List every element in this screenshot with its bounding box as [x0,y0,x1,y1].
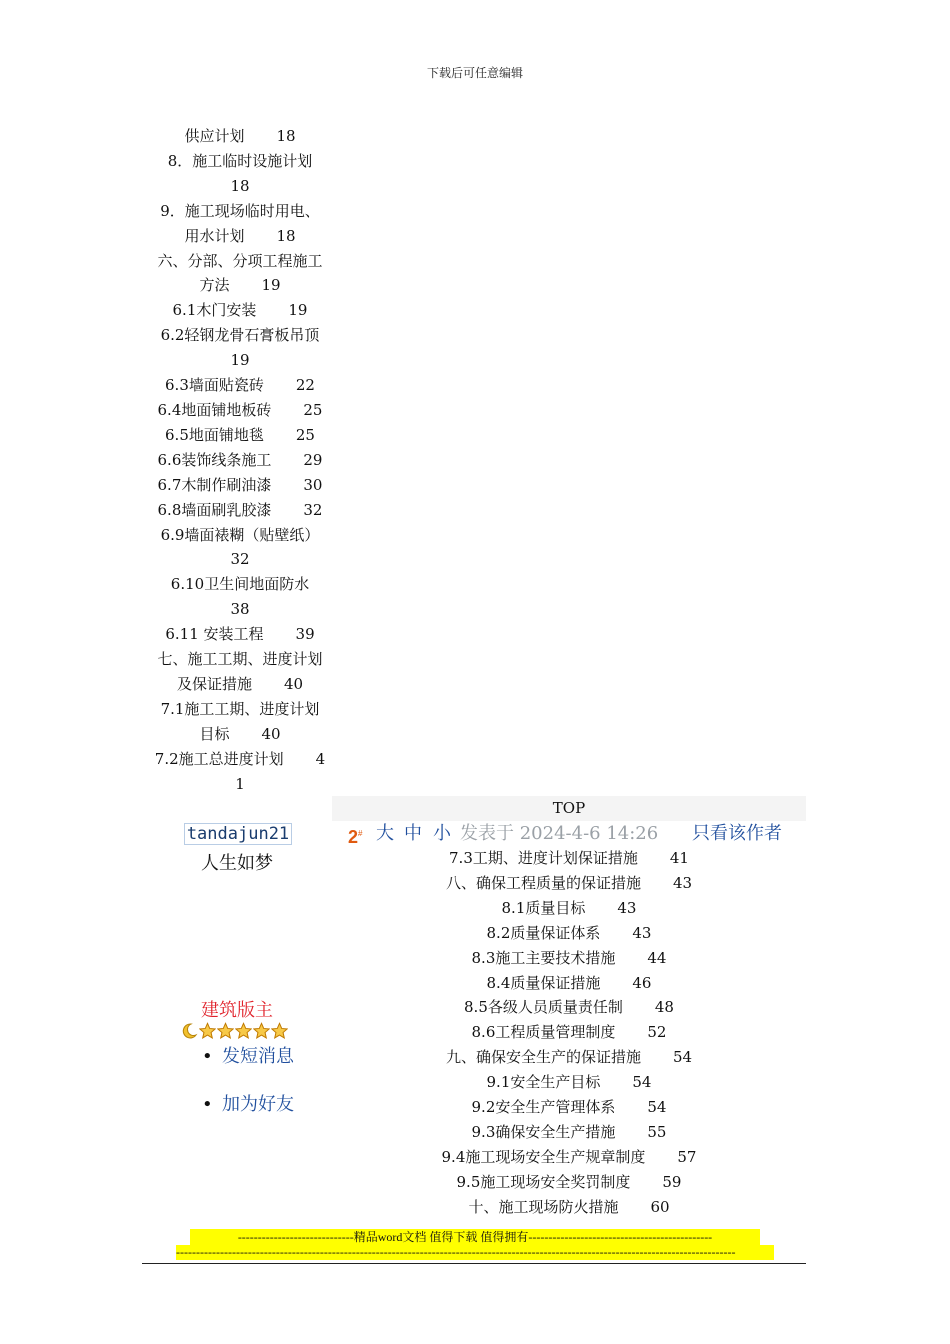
toc-entry-title: 方法 [199,276,230,295]
post-meta [332,820,806,848]
toc-entry [142,772,338,797]
toc-entry-title: 及保证措施 [176,674,252,693]
toc-entry-title: 9.3确保安全生产措施 [471,1122,616,1141]
toc-entry-title: 6.11 安装工程 [165,625,264,644]
toc-entry [332,1070,806,1095]
toc-entry [332,971,806,996]
star-icon [217,1022,234,1040]
author-links [202,1044,294,1140]
toc-entry [332,995,806,1020]
toc-entry [332,1045,806,1070]
toc-entry [142,124,338,149]
toc-entry [142,249,338,274]
toc-entry-title: 6.8墙面刷乳胶漆 [157,500,272,519]
toc-entry [142,373,338,398]
toc-entry-title: 7.1施工工期、进度计划 [160,699,320,718]
toc-right-column [332,846,806,1220]
toc-entry-title: 7.2施工总进度计划 [154,749,284,768]
author-box [142,823,332,1143]
toc-entry-page: 57 [677,1147,697,1166]
toc-entry [332,1020,806,1045]
toc-entry-title: 6.10卫生间地面防水 [170,575,310,594]
toc-entry [142,697,338,722]
toc-entry [142,622,338,647]
toc-entry-title: 用水计划 [184,226,245,245]
toc-entry-page: 25 [295,425,315,444]
toc-entry [142,747,338,772]
toc-entry-page: 18 [276,127,296,145]
toc-entry [142,547,338,572]
toc-entry-page: 19 [261,276,281,295]
toc-entry-title: 8．施工临时设施计划 [167,151,313,170]
toc-entry-title: 6.3墙面贴瓷砖 [165,376,264,395]
toc-entry [142,448,338,473]
toc-entry-title: 八、确保工程质量的保证措施 [445,873,641,892]
toc-entry-page: 44 [647,948,667,967]
toc-entry [142,523,338,548]
toc-entry-title: 6.9墙面裱糊（贴壁纸） [160,525,320,544]
toc-entry [142,323,338,348]
toc-entry [142,597,338,622]
toc-entry [332,1170,806,1195]
toc-entry-title: 六、分部、分项工程施工 [157,251,323,270]
toc-entry-page: 19 [288,301,308,320]
toc-entry-page: 54 [672,1048,693,1067]
toc-entry-title: 8.3施工主要技术措施 [471,948,616,967]
toc-entry-title: 6.2轻钢龙骨石膏板吊顶 [160,326,320,345]
post-bar [332,796,806,821]
toc-entry-page: 54 [632,1073,652,1092]
posted-time: 发表于 2024-4-6 14:26 [460,823,659,844]
toc-entry [142,572,338,597]
toc-entry-title: 十、施工现场防火措施 [468,1197,619,1216]
toc-entry [332,1095,806,1120]
toc-entry [142,298,338,323]
toc-entry [332,896,806,921]
toc-entry-page: 1 [235,774,245,793]
toc-entry [142,473,338,498]
toc-entry [142,672,338,697]
toc-entry [332,946,806,971]
toc-entry-page: 40 [261,724,281,743]
toc-entry-page: 32 [230,550,250,569]
send-message-link[interactable]: • 发短消息 [202,1044,294,1092]
toc-entry-title: 目标 [199,724,230,743]
toc-entry-title: 8.1质量目标 [501,898,586,917]
toc-entry-page: 54 [647,1098,667,1117]
toc-entry-title: 6.5地面铺地毯 [165,425,264,444]
toc-entry [142,647,338,672]
toc-entry-title: 9.4施工现场安全生产规章制度 [441,1147,646,1166]
toc-entry [142,348,338,373]
toc-entry [332,871,806,896]
rank-stars [180,1022,288,1040]
toc-entry-page: 19 [230,351,250,370]
header-note: 下载后可任意编辑 [426,66,523,80]
toc-entry [332,846,806,871]
toc-entry [142,174,338,199]
toc-entry [332,1120,806,1145]
promo-divider: -------------------------------------------------------------------------------------------------------------------------------------------- [176,1245,774,1260]
toc-entry-page: 38 [230,600,250,619]
toc-entry-page: 30 [303,475,323,494]
floor-number: 2# [348,827,363,847]
toc-entry-title: 6.4地面铺地板砖 [157,400,272,419]
toc-entry-page: 29 [303,450,323,469]
toc-entry-page: 43 [632,923,652,942]
star-icon [199,1022,216,1040]
toc-entry [142,149,338,174]
top-link[interactable]: TOP [552,799,586,817]
add-friend-link[interactable]: • 加为好友 [202,1092,294,1140]
bottom-rule [142,1263,806,1264]
toc-entry-page: 25 [303,400,323,419]
toc-entry-page: 40 [283,674,304,693]
toc-entry-page: 48 [654,998,674,1017]
signature: 人生如梦 [201,853,273,874]
toc-entry-title: 9.2安全生产管理体系 [471,1098,616,1117]
toc-entry-title: 9．施工现场临时用电、 [160,201,320,220]
promo-banner: -----------------------------精品word文档 值得下载 值得拥有---------------------------------------------- [190,1229,760,1245]
toc-entry [142,423,338,448]
moon-icon [180,1022,198,1040]
toc-entry-title: 九、确保安全生产的保证措施 [445,1048,641,1067]
toc-entry-title: 7.3工期、进度计划保证措施 [449,849,638,867]
toc-entry-title: 9.1安全生产目标 [486,1073,601,1092]
toc-entry [142,273,338,298]
toc-entry [142,224,338,249]
rank-title: 建筑版主 [201,1000,273,1021]
toc-entry-page: 46 [632,973,652,992]
font-size-small[interactable]: 小 [433,823,451,844]
toc-entry-title: 8.5各级人员质量责任制 [464,998,623,1017]
toc-entry-page: 18 [230,176,250,195]
star-icon [253,1022,270,1040]
toc-entry-page: 59 [662,1172,682,1191]
toc-left-column [142,124,338,796]
toc-entry-page: 22 [295,376,315,395]
toc-entry-page: 18 [276,226,296,245]
toc-entry-title: 8.6工程质量管理制度 [471,1023,616,1042]
toc-entry-title: 6.1木门安装 [172,301,257,320]
toc-entry [332,1195,806,1220]
toc-entry-title: 供应计划 [184,127,245,145]
font-size-medium[interactable]: 中 [404,823,422,844]
username[interactable]: tandajun21 [184,823,292,845]
toc-entry-page: 43 [672,873,693,892]
toc-entry-page: 55 [647,1122,667,1141]
toc-entry-page: 43 [617,898,637,917]
toc-entry [142,498,338,523]
toc-entry [142,398,338,423]
toc-entry-page: 32 [303,500,323,519]
toc-entry-page: 41 [669,849,689,867]
toc-entry-page: 4 [315,749,326,768]
toc-entry-title: 七、施工工期、进度计划 [157,650,323,669]
toc-entry-page: 52 [647,1023,667,1042]
toc-entry-title: 6.7木制作刷油漆 [157,475,272,494]
toc-entry-title: 6.6装饰线条施工 [157,450,272,469]
star-icon [235,1022,252,1040]
toc-entry-page: 39 [295,625,315,644]
toc-entry [332,1145,806,1170]
font-size-large[interactable]: 大 [376,823,394,844]
only-author-link[interactable]: 只看该作者 [692,823,782,844]
toc-entry-page: 60 [650,1197,670,1216]
star-icon [271,1022,288,1040]
toc-entry-title: 9.5施工现场安全奖罚制度 [456,1172,631,1191]
toc-entry-title: 8.2质量保证体系 [486,923,601,942]
toc-entry [142,722,338,747]
toc-entry [142,199,338,224]
toc-entry [332,921,806,946]
toc-entry-title: 8.4质量保证措施 [486,973,601,992]
